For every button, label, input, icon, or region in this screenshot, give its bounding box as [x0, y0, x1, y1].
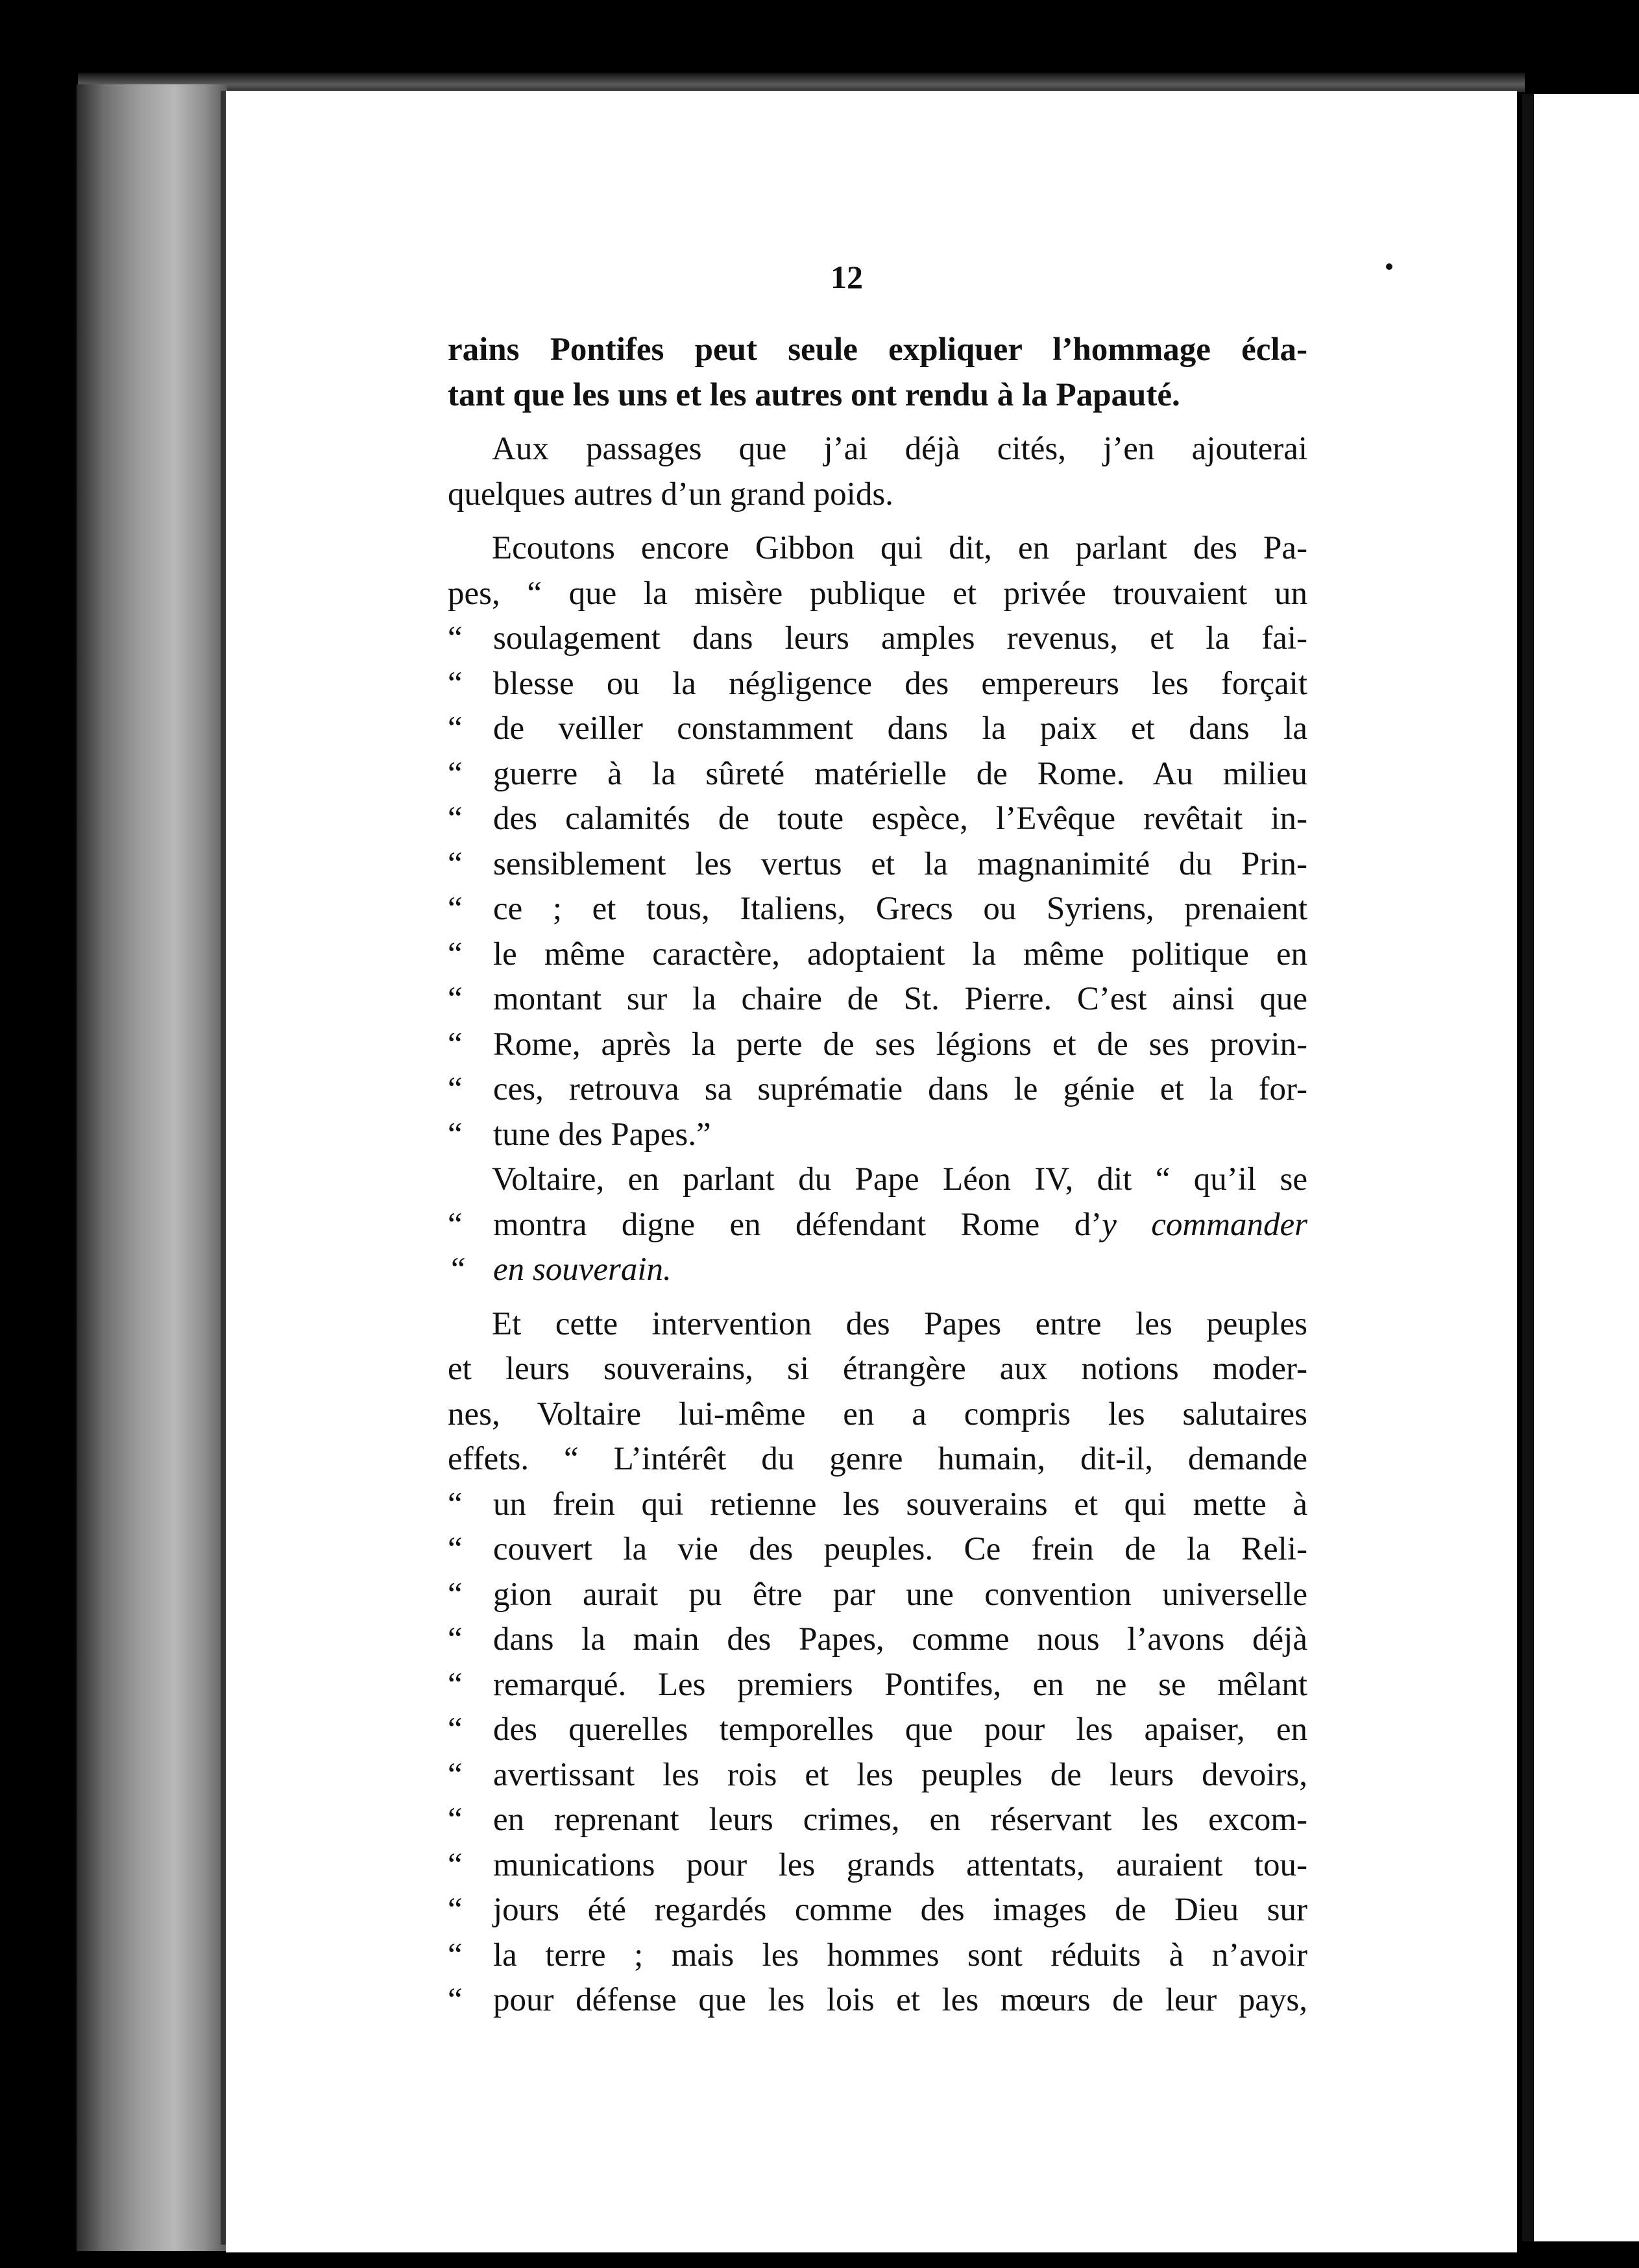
paragraph-gap [448, 517, 1307, 526]
text-line: Voltaire, en parlant du Pape Léon IV, dit “ qu’il se [492, 1161, 1307, 1198]
text-line: nes, Voltaire lui-même en a compris les salutaires [448, 1395, 1307, 1432]
text-line: “ montant sur la chaire de St. Pierre. C’est ainsi que [448, 977, 1307, 1022]
text-line: “ munications pour les grands attentats, auraient tou- [448, 1843, 1307, 1888]
text-line: “ des querelles temporelles que pour les apaiser, en [448, 1707, 1307, 1753]
text-line: “ ces, retrouva sa suprématie dans le génie et la for- [448, 1067, 1307, 1113]
text-line: “ couvert la vie des peuples. Ce frein de la Reli- [448, 1527, 1307, 1573]
text-line: “ Rome, après la perte de ses légions et de ses provin- [448, 1022, 1307, 1068]
page-top-shadow [78, 73, 1525, 92]
text-line: “ montra digne en défendant Rome d’y commander [448, 1203, 1307, 1248]
text-line: Ecoutons encore Gibbon qui dit, en parlant des Pa- [492, 530, 1307, 566]
body-text [448, 328, 1307, 2023]
text-line: “ des calamités de toute espèce, l’Evêque revêtait in- [448, 797, 1307, 842]
text-line: “ tune des Papes.” [448, 1113, 1307, 1158]
text-line: “ la terre ; mais les hommes sont réduits à n’avoir [448, 1933, 1307, 1979]
text-line: effets. “ L’intérêt du genre humain, dit-il, demande [448, 1441, 1307, 1477]
book-spine [77, 84, 227, 2251]
text-line: “ ce ; et tous, Italiens, Grecs ou Syriens, prenaient [448, 887, 1307, 932]
text-line: “ gion aurait pu être par une convention universelle [448, 1573, 1307, 1618]
text-line: Aux passages que j’ai déjà cités, j’en ajouterai [492, 431, 1307, 467]
text-line: Et cette intervention des Papes entre les peuples [492, 1305, 1307, 1342]
ink-dot [1386, 263, 1392, 270]
text-line: “ en souverain. [448, 1248, 1307, 1293]
text-line: “ le même caractère, adoptaient la même politique en [448, 932, 1307, 978]
adjacent-page-edge [1522, 94, 1639, 2241]
text-line: “ remarqué. Les premiers Pontifes, en ne se mêlant [448, 1663, 1307, 1708]
text-line: rains Pontifes peut seule expliquer l’hommage écla- [448, 332, 1307, 368]
text-line: “ blesse ou la négligence des empereurs les forçait [448, 662, 1307, 707]
text-line: “ soulagement dans leurs amples revenus, et la fai- [448, 616, 1307, 662]
text-line: “ pour défense que les lois et les mœurs de leur pays, [448, 1978, 1307, 2023]
text-line: “ sensiblement les vertus et la magnanimité du Prin- [448, 842, 1307, 887]
paragraph-gap [448, 1293, 1307, 1302]
text-line: pes, “ que la misère publique et privée trouvaient un [448, 575, 1307, 612]
paragraph-gap [448, 418, 1307, 427]
text-line: “ dans la main des Papes, comme nous l’avons déjà [448, 1617, 1307, 1663]
text-line: “ en reprenant leurs crimes, en réservant les excom- [448, 1798, 1307, 1843]
text-line: “ jours été regardés comme des images de Dieu sur [448, 1888, 1307, 1933]
text-line: “ un frein qui retienne les souverains et qui mette à [448, 1482, 1307, 1528]
text-line: quelques autres d’un grand poids. [448, 476, 893, 513]
text-line: tant que les uns et les autres ont rendu à la Papauté. [448, 376, 1180, 413]
text-line: “ guerre à la sûreté matérielle de Rome. Au milieu [448, 752, 1307, 797]
page-number: 12 [831, 259, 863, 295]
text-line: “ de veiller constamment dans la paix et dans la [448, 706, 1307, 752]
italic-fragment: y commander [1102, 1206, 1307, 1243]
text-line: “ avertissant les rois et les peuples de leurs devoirs, [448, 1753, 1307, 1798]
text-line: et leurs souverains, si étrangère aux notions moder- [448, 1351, 1307, 1387]
